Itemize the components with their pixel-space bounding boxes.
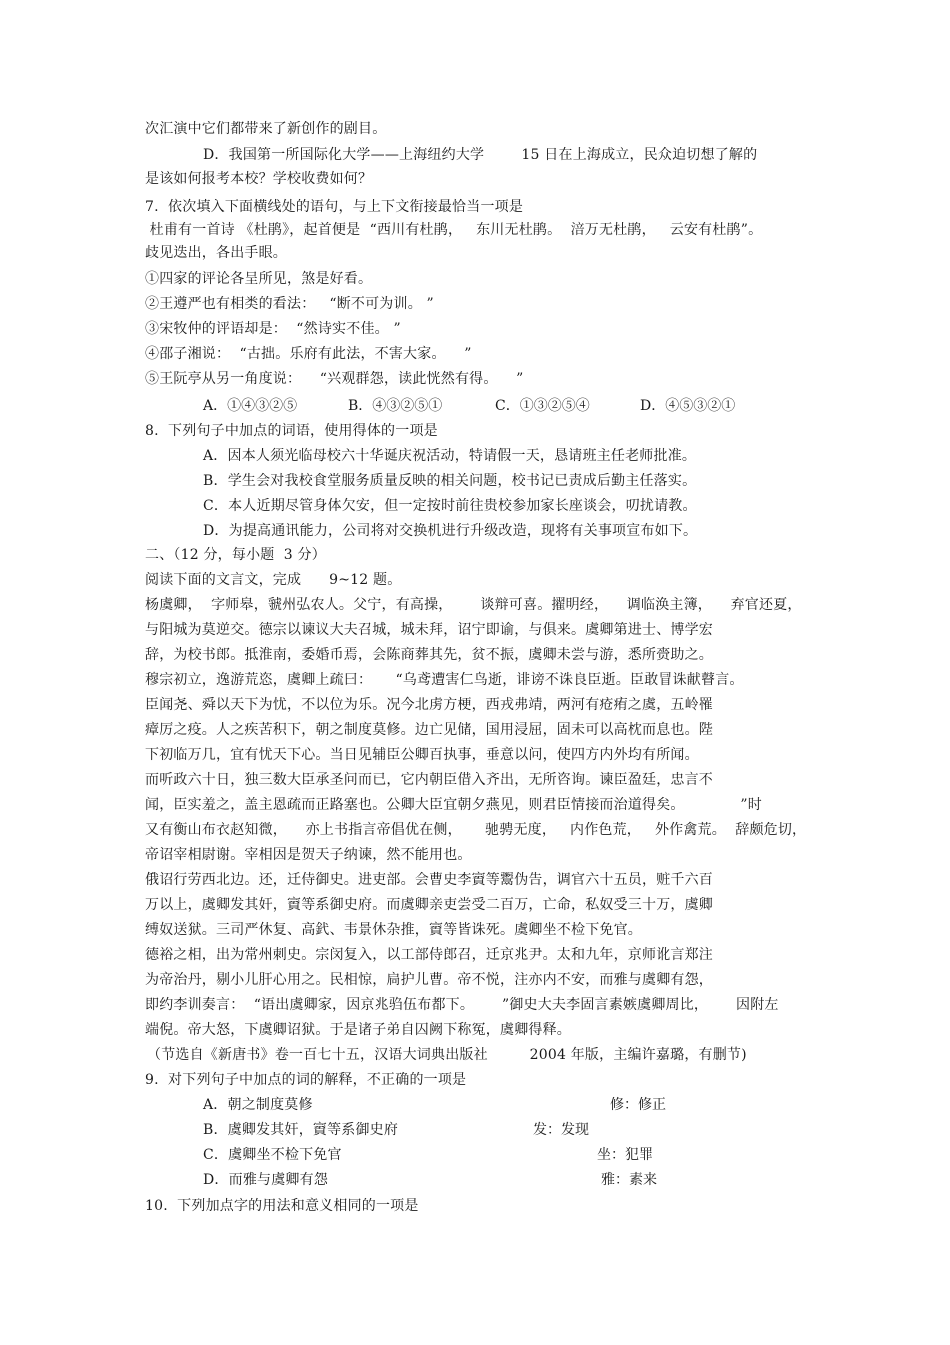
passage-line: 俄诏行劳西北边。还，迁侍御史。进吏部。会曹史李賨等鬻伪告，调官六十五员，赃千六百 bbox=[145, 872, 713, 888]
option-line: C．虞卿坐不检下免官 bbox=[203, 1147, 342, 1163]
passage-line: 瘴厉之疫。人之疾苦积下，朝之制度莫修。边亡见储，国用浸屈，固未可以高枕而息也。陛 bbox=[145, 722, 713, 738]
option-line: A．因本人须光临母校六十华诞庆祝活动，特请假一天，恳请班主任老师批准。 bbox=[203, 448, 697, 464]
question-stem: 8. 下列句子中加点的词语，使用得体的一项是 bbox=[145, 423, 438, 439]
statement-line: ②王遵严也有相类的看法： “断不可为训。 ” bbox=[145, 296, 434, 312]
statement-line: ⑤王阮亭从另一角度说： “兴观群怨，读此恍然有得。 ” bbox=[145, 371, 524, 387]
option-gloss: 发：发现 bbox=[533, 1122, 589, 1138]
option-line: C．本人近期尽管身体欠安，但一定按时前往贵校参加家长座谈会，叨扰请教。 bbox=[203, 498, 697, 514]
passage-line: 而听政六十日，独三数大臣承圣问而已，它内朝臣借入齐出，无所咨询。谏臣盈廷，忠言不 bbox=[145, 772, 713, 788]
passage-line: 万以上，虞卿发其奸，賨等系御史府。而虞卿亲吏尝受二百万，亡命，私奴受三十万，虞卿 bbox=[145, 897, 713, 913]
passage-source: （节选自《新唐书》卷一百七十五，汉语大词典出版社 2004 年版，主编许嘉璐，有删节) bbox=[147, 1047, 747, 1063]
passage-line: 闻，臣实羞之，盖主恩疏而正路塞也。公卿大臣宜朝夕燕见，则君臣情接而治道得矣。 ”时 bbox=[145, 797, 762, 813]
passage-line: 与阳城为莫逆交。德宗以谏议大夫召城，城未拜，诏宁即谕，与俱来。虞卿第进士、博学宏 bbox=[145, 622, 713, 638]
option-line: B．虞卿发其奸，賨等系御史府 bbox=[203, 1122, 399, 1138]
option-a: A．①④③②⑤ bbox=[203, 398, 298, 414]
question-stem: 9. 对下列句子中加点的词的解释，不正确的一项是 bbox=[145, 1072, 467, 1088]
passage-line: 又有衡山布衣赵知微， 亦上书指言帝倡优在侧， 驰骋无度， 内作色荒， 外作禽荒。 辞颇危切， bbox=[145, 822, 807, 838]
text-line: 歧见迭出，各出手眼。 bbox=[145, 245, 287, 261]
option-b: B．④③②⑤① bbox=[348, 398, 443, 414]
text-line: 杜甫有一首诗 《杜鹃》，起首便是 “西川有杜鹃， 东川无杜鹃。 涪万无杜鹃， 云安有杜鹃”。 bbox=[145, 222, 763, 238]
option-c: C．①③②⑤④ bbox=[495, 398, 590, 414]
option-line: D．为提高通讯能力，公司将对交换机进行升级改造，现将有关事项宣布如下。 bbox=[203, 523, 698, 539]
option-line: B．学生会对我校食堂服务质量反映的相关问题，校书记已责成后勤主任落实。 bbox=[203, 473, 697, 489]
passage-line: 缚奴送狱。三司严休复、高釴、韦景休杂推，賨等皆诛死。虞卿坐不检下免官。 bbox=[145, 922, 642, 938]
option-line: D．我国第一所国际化大学——上海纽约大学 15 日在上海成立，民众迫切想了解的 bbox=[203, 147, 758, 163]
option-line: A．朝之制度莫修 bbox=[203, 1097, 313, 1113]
passage-line: 德裕之相，出为常州刺史。宗闵复入，以工部侍郎召，迁京兆尹。太和九年，京师讹言郑注 bbox=[145, 947, 713, 963]
option-gloss: 雅：素来 bbox=[601, 1172, 657, 1188]
passage-line: 穆宗初立，逸游荒恣，虞卿上疏曰： “乌鸢遭害仁鸟逝，诽谤不诛良臣逝。臣敢冒诛献瞽言。 bbox=[145, 672, 744, 688]
section-intro: 阅读下面的文言文，完成 9~12 题。 bbox=[145, 572, 402, 588]
statement-line: ④邵子湘说： “古拙。乐府有此法，不害大家。 ” bbox=[145, 346, 472, 362]
text-line: 是该如何报考本校？学校收费如何？ bbox=[145, 171, 373, 187]
text-line: 次汇演中它们都带来了新创作的剧目。 bbox=[145, 121, 387, 137]
statement-line: ①四家的评论各呈所见，煞是好看。 bbox=[145, 271, 373, 287]
passage-line: 帝诏宰相尉谢。宰相因是贺天子纳谏，然不能用也。 bbox=[145, 847, 472, 863]
passage-line: 端倪。帝大怒，下虞卿诏狱。于是诸子弟自囚阙下称冤，虞卿得释。 bbox=[145, 1022, 571, 1038]
passage-line: 下初临万几，宜有忧天下心。当日见辅臣公卿百执事，垂意以问，使四方内外均有所闻。 bbox=[145, 747, 699, 763]
question-stem: 7. 依次填入下面横线处的语句，与上下文衔接最恰当一项是 bbox=[145, 199, 524, 215]
option-gloss: 坐：犯罪 bbox=[597, 1147, 653, 1163]
passage-line: 为帝治丹，剔小儿肝心用之。民相惊，扃护儿曹。帝不悦，注亦内不安，而雅与虞卿有怨， bbox=[145, 972, 713, 988]
passage-line: 臣闻尧、舜以天下为忧，不以位为乐。况今北虏方梗，西戎弗靖，两河有疮痏之虞，五岭罹 bbox=[145, 697, 713, 713]
statement-line: ③宋牧仲的评语却是： “然诗实不佳。 ” bbox=[145, 321, 401, 337]
passage-line: 辞，为校书郎。抵淮南，委婚币焉，会陈商葬其先，贫不振，虞卿未尝与游，悉所赍助之。 bbox=[145, 647, 713, 663]
passage-line: 即约李训奏言： “语出虞卿家，因京兆驺伍布都下。 ”御史大夫李固言素嫉虞卿周比， 因附左 bbox=[145, 997, 779, 1013]
option-gloss: 修：修正 bbox=[610, 1097, 666, 1113]
section-heading: 二、（12 分，每小题 3 分） bbox=[145, 547, 326, 563]
question-stem: 10. 下列加点字的用法和意义相同的一项是 bbox=[145, 1198, 419, 1214]
option-d: D．④⑤③②① bbox=[640, 398, 736, 414]
option-line: D．而雅与虞卿有怨 bbox=[203, 1172, 329, 1188]
passage-line: 杨虞卿， 字师皋，虢州弘农人。父宁，有高操， 谈辩可喜。擢明经， 调临涣主簿， 弃官还夏， bbox=[145, 597, 802, 613]
